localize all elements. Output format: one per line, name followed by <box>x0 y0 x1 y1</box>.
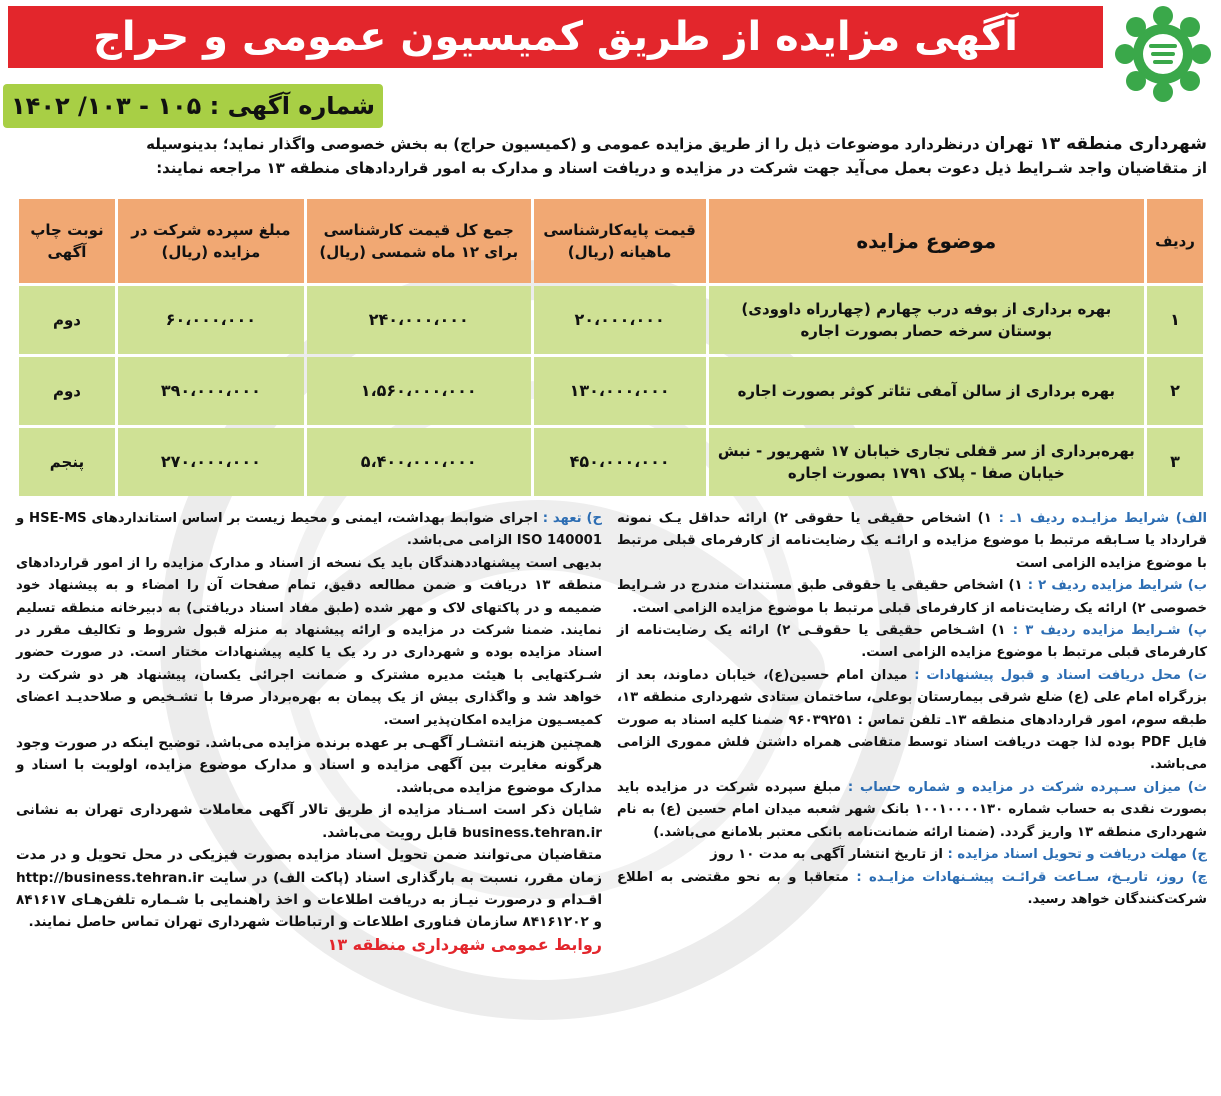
intro-text-2: از متقاضیان واجد شـرایط ذیل دعوت بعمل می‌آید جهت شرکت در مزایده و دریافت اسناد و مدارک به امور قراردادهای منطقه ۱۳ مراجعه نمایند: <box>156 159 1207 177</box>
ad-title: آگهی مزایده از طریق کمیسیون عمومی و حراج <box>8 6 1103 68</box>
condition-se: ث) میزان سـپرده شرکت در مزایده و شماره حساب : مبلغ سپرده شرکت در مزایده باید بصورت نقدی به حساب شماره ۱۰۰۱۰۰۰۰۱۳۰ بانک شهر شعبه میدان امام حسین (ع) به نام شهرداری منطقه ۱۳ واریز گردد. (ضمنا ارائه ضمانت‌نامه بانکی معتبر بلامانع می‌باشد.) <box>617 779 1207 840</box>
body-paragraph-4: متقاضیان می‌توانند ضمن تحویل اسناد مزایده بصورت فیزیکی در محل تحویل و در مدت زمان مقرر، نسبت به بارگذاری اسناد (پاکت الف) در سایت http://business.tehran.ir اقـدام و درصورت نیـاز به دریافت اطلاعات و اخذ راهنمایی با شـماره تلفن‌هـای ۸۴۱۶۱۷ و ۸۴۱۶۱۲۰۲ سازمان فناوری اطلاعات و ارتباطات شهرداری تهران تماس حاصل نمایند. <box>16 847 602 931</box>
condition-te: ت) محل دریافت اسناد و قبول پیشنهادات : میدان امام حسین(ع)، خیابان دماوند، بعد از بزرگراه امام علی (ع) ضلع شرقی بیمارستان بوعلی، ساختمان ستادی شهرداری منطقه ۱۳، طبقه سوم، امور قراردادهای منطقه ۱۳ـ تلفن تماس : ۹۶۰۳۹۲۵۱ ضمنا کلیه اسناد به صورت فایل PDF بوده لذا جهت دریافت اسناد توسط متقاضی همراه داشتن فلش مموری الزامی می‌باشد. <box>617 667 1208 773</box>
cell-row-number: ۲ <box>1147 357 1203 425</box>
intro-text-1: درنظردارد موضوعات ذیل را از طریق مزایده عمومی و (کمیسیون حراج) به بخش خصوصی واگذار نماید؛ بدینوسیله <box>146 135 985 153</box>
auction-table <box>16 196 1206 499</box>
table-row <box>19 357 1203 425</box>
condition-pe: پ) شـرایط مزایده ردیف ۳ : ۱) اشـخاص حقیقی یا حقوقـی ۲) ارائه یک رضایت‌نامه از کارفرمای قبلی مرتبط با موضوع مزایده الزامی است. <box>617 623 1207 661</box>
cell-total-price: ۲۴۰،۰۰۰،۰۰۰ <box>307 286 531 354</box>
cell-subject: بهره برداری از بوفه درب چهارم (چهارراه داوودی) بوستان سرخه حصار بصورت اجاره <box>709 286 1144 354</box>
cell-deposit: ۶۰،۰۰۰،۰۰۰ <box>118 286 304 354</box>
header-base-price: قیمت پایه‌کارشناسی ماهیانه (ریال) <box>534 199 706 283</box>
cell-total-price: ۱،۵۶۰،۰۰۰،۰۰۰ <box>307 357 531 425</box>
cell-subject: بهره برداری از سالن آمفی تئاتر کوثر بصورت اجاره <box>709 357 1144 425</box>
conditions-left-column <box>16 508 602 956</box>
page-header <box>8 6 1213 120</box>
municipality-name: شهرداری منطقه ۱۳ تهران <box>984 134 1207 154</box>
cell-base-price: ۱۳۰،۰۰۰،۰۰۰ <box>534 357 706 425</box>
condition-he: ح) تعهد : اجرای ضوابط بهداشت، ایمنی و محیط زیست بر اساس استانداردهای HSE-MS و ISO 140001 الزامی می‌باشد. <box>16 511 602 549</box>
intro-paragraph <box>14 132 1207 180</box>
cell-print-turn: پنجم <box>19 428 115 496</box>
tehran-municipality-logo-icon <box>1113 6 1213 102</box>
table-header-row <box>19 199 1203 283</box>
cell-print-turn: دوم <box>19 357 115 425</box>
cell-subject: بهره‌برداری از سر قفلی تجاری خیابان ۱۷ شهریور - نبش خیابان صفا - پلاک ۱۷۹۱ بصورت اجاره <box>709 428 1144 496</box>
cell-row-number: ۱ <box>1147 286 1203 354</box>
condition-be: ب) شرایط مزایده ردیف ۲ : ۱) اشخاص حقیقی یا حقوقی طبق مستندات مندرج در شـرایط خصوصی ۲) ارائه یک رضایت‌نامه از کارفرمای قبلی مرتبط با موضوع مزایده الزامی است. <box>617 578 1208 616</box>
cell-base-price: ۴۵۰،۰۰۰،۰۰۰ <box>534 428 706 496</box>
header-print-turn: نوبت چاپ آگهی <box>19 199 115 283</box>
body-paragraph-3: شایان ذکر است اسـناد مزایده از طریق تالار آگهی معاملات شهرداری تهران به نشانی business.tehran.ir قابل رویت می‌باشد. <box>16 802 602 841</box>
condition-che: چ) روز، تاریـخ، سـاعت قرائـت پیشـنهادات مزایـده : متعاقبا و به نحو مقتضی به اطلاع شرکت‌کنندگان خواهد رسید. <box>617 869 1207 907</box>
header-row-number: ردیف <box>1147 199 1203 283</box>
cell-base-price: ۲۰،۰۰۰،۰۰۰ <box>534 286 706 354</box>
cell-deposit: ۳۹۰،۰۰۰،۰۰۰ <box>118 357 304 425</box>
conditions-right-column <box>617 508 1207 911</box>
header-deposit: مبلغ سپرده شرکت در مزایده (ریال) <box>118 199 304 283</box>
body-paragraph-1: بدیهی است پیشنهاددهندگان باید یک نسخه از اسناد و مدارک مزایده را از امور قراردادهای منطقه ۱۳ دریافت و ضمن مطالعه دقیق، تمام صفحات آن را امضاء و به پیشنهاد خود ضمیمه و در پاکتهای لاک و مهر شده (طبق مفاد اسناد دریافتی) به دبیرخانه منطقه تسلیم نمایند. ضمنا شرکت در مزایده و ارائه پیشنهاد به منزله قبول شروط و تکالیف مقرر در اسناد مزایده بوده و شهرداری در رد یک یا کلیه پیشنهادات مختار است. در صورت حضور شـرکتهایی با هیئت مدیره مشترک و ضمانت اجرائی یکسان، پیشنهاد هر دو شرکت رد خواهد شد و واگذاری بیش از یک پیمان به بهره‌بردار صرفا با تشـخیص و صلاحدیـد اعضای کمیسـیون مزایده امکان‌پذیر است. <box>16 555 602 728</box>
header-total-price: جمع کل قیمت کارشناسی برای ۱۲ ماه شمسی (ریال) <box>307 199 531 283</box>
condition-alef: الف) شرایط مزایـده ردیف ۱ـ : ۱) اشخاص حقیقی یا حقوقی ۲) ارائه حداقل یـک نمونه قرارداد یا سـابقه مرتبط با موضوع مزایده و ارائـه یک رضایت‌نامه از کارفرمای قبلی مرتبط با موضوع مزایده الزامی است <box>617 511 1208 571</box>
table-row <box>19 286 1203 354</box>
header-subject: موضوع مزایده <box>709 199 1144 283</box>
table-row <box>19 428 1203 496</box>
cell-print-turn: دوم <box>19 286 115 354</box>
condition-jim: ج) مهلت دریافت و تحویل اسناد مزایده : از تاریخ انتشار آگهی به مدت ۱۰ روز <box>710 847 1207 863</box>
public-relations-signature: روابط عمومی شهرداری منطقه ۱۳ <box>327 934 602 954</box>
ad-number-badge: شماره آگهی : ۱۰۵ - ۱۰۳/ ۱۴۰۲ <box>3 84 383 128</box>
body-paragraph-2: همچنین هزینه انتشـار آگهـی بر عهده برنده مزایده می‌باشد. توضیح اینکه در صورت وجود هرگونه مغایرت بین آگهی مزایده و اسناد و مدارک موضوع مزایده، اولویت با اسناد و مدارک موضوع مزایده می‌باشد. <box>16 735 602 796</box>
cell-total-price: ۵،۴۰۰،۰۰۰،۰۰۰ <box>307 428 531 496</box>
cell-row-number: ۳ <box>1147 428 1203 496</box>
cell-deposit: ۲۷۰،۰۰۰،۰۰۰ <box>118 428 304 496</box>
